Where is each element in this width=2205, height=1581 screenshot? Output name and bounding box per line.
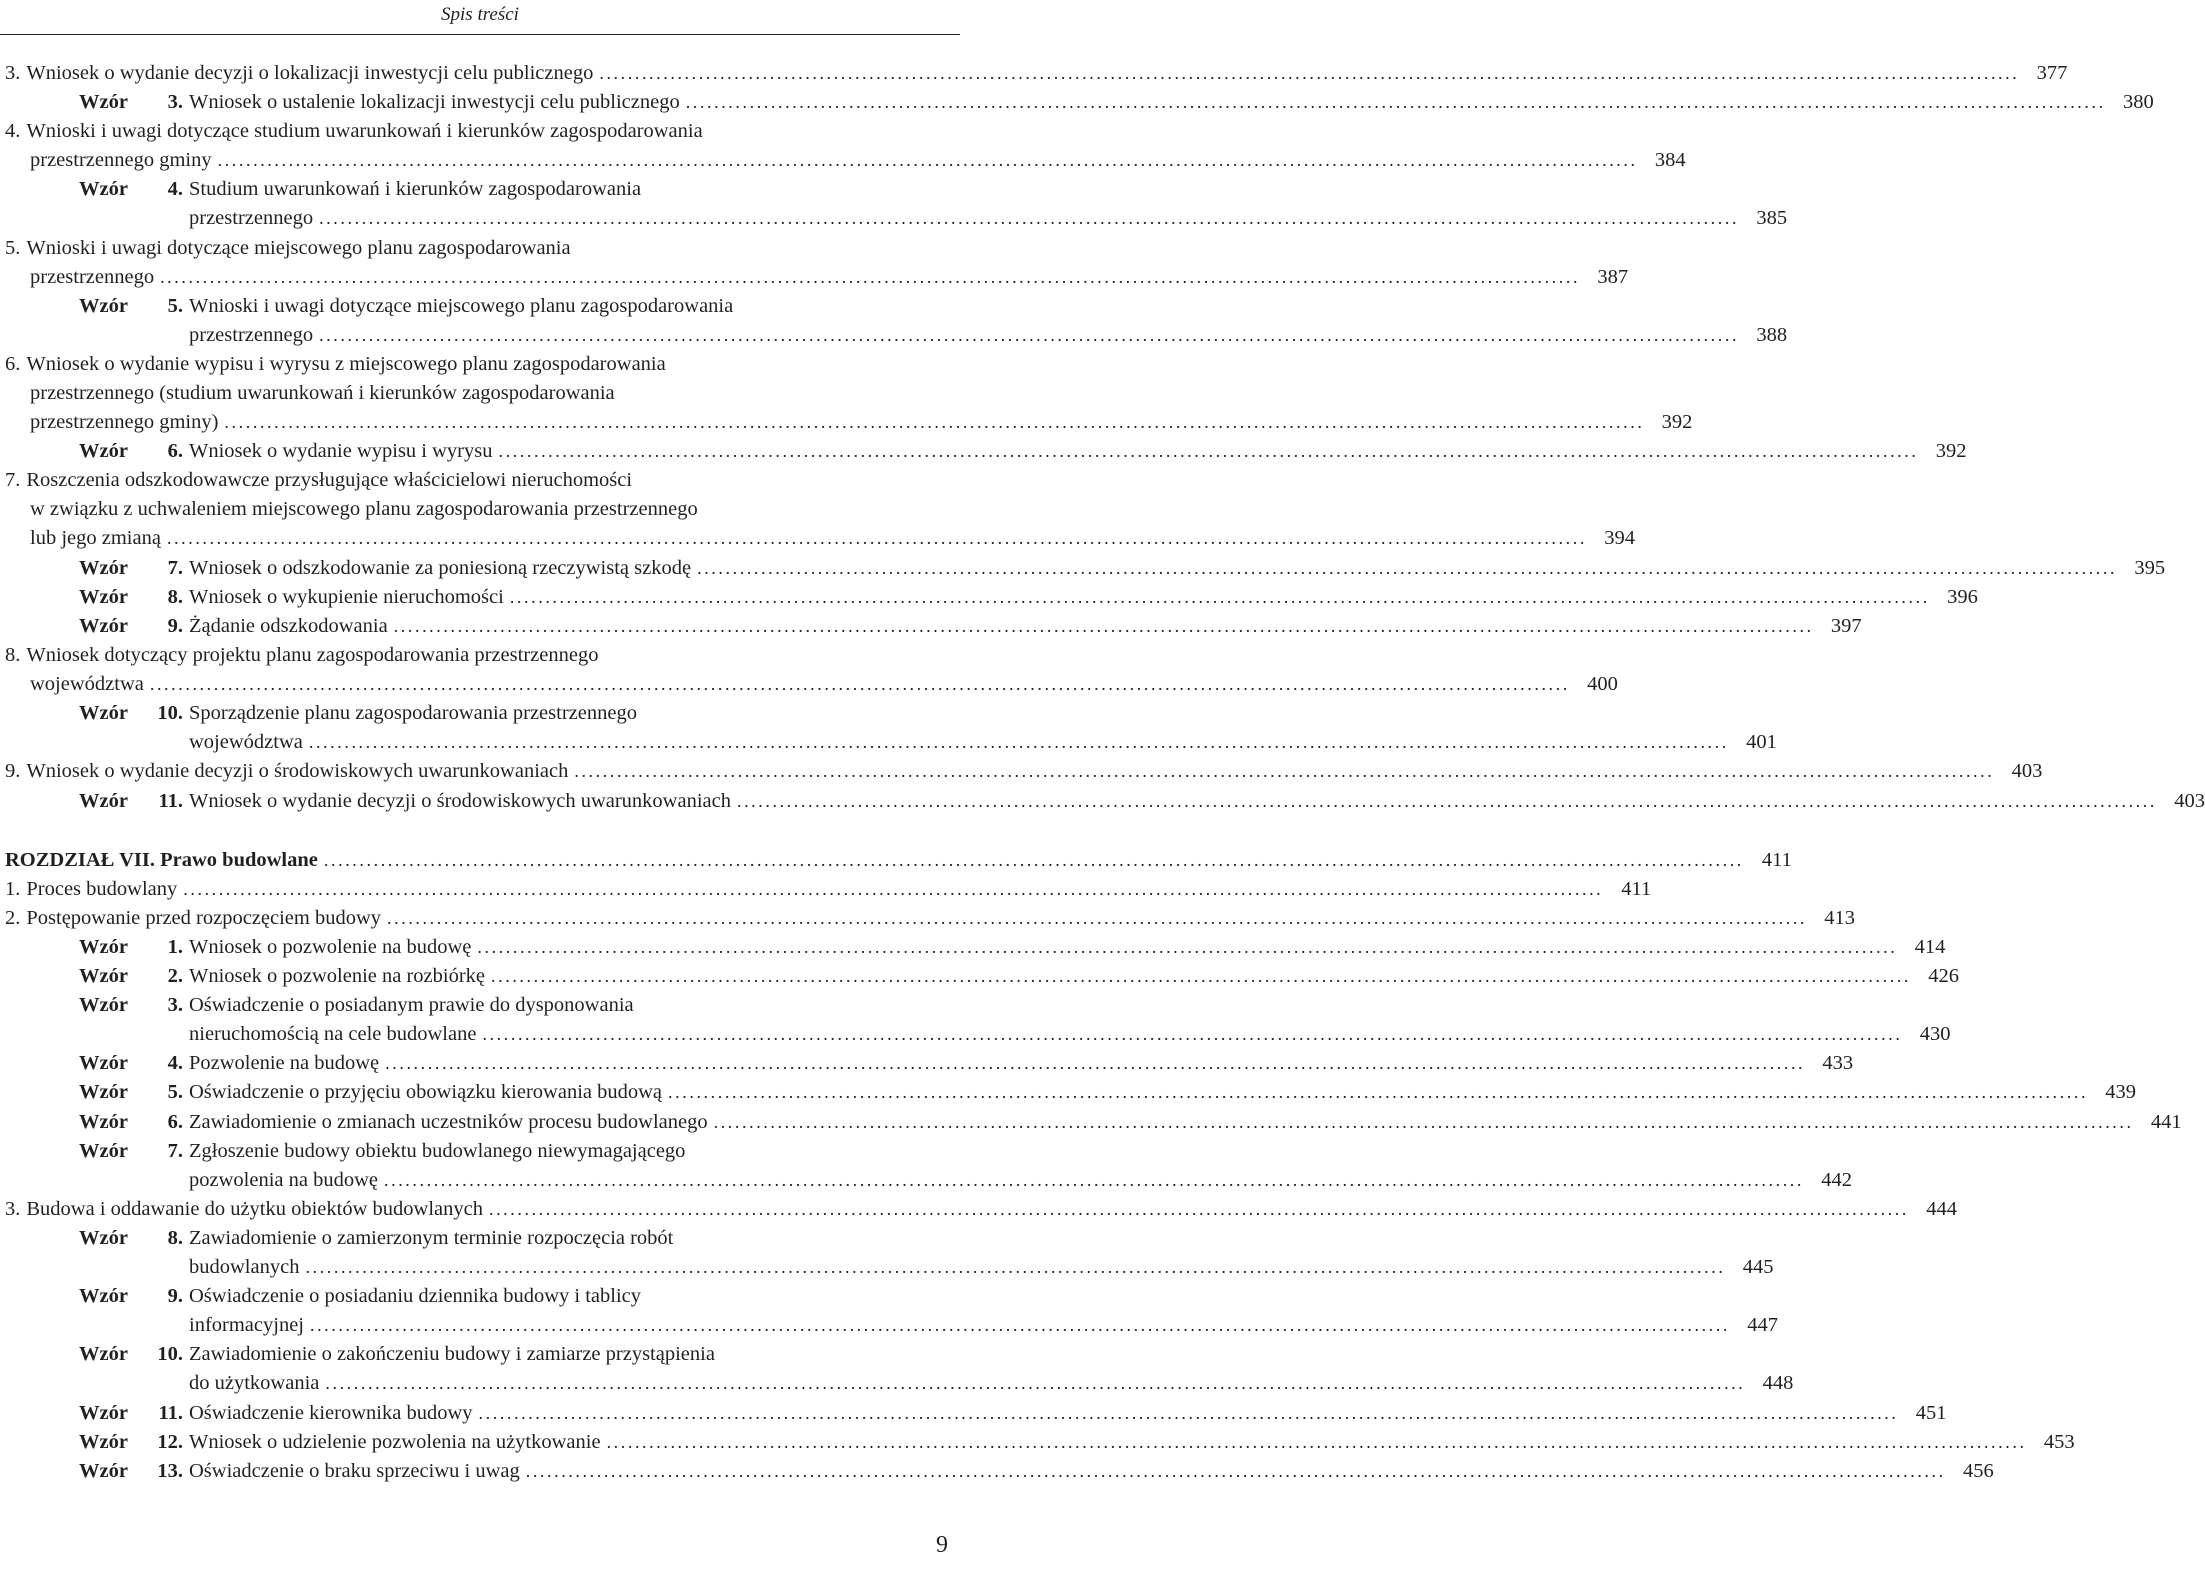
form-word: Wzór: [79, 614, 128, 637]
toc-page-number: 401: [1746, 731, 1777, 754]
dot-leader: ........................................................................................................................................................................................................: [384, 1169, 1804, 1190]
form-word: Wzór: [79, 1285, 128, 1308]
toc-line: [0, 1311, 1778, 1340]
form-number: 10.: [157, 1343, 183, 1366]
dot-leader: ........................................................................................................................................................................................................: [525, 1460, 1946, 1481]
toc-page-number: 394: [1604, 527, 1635, 550]
toc-line: [0, 1108, 2182, 1137]
toc-form-label: [79, 1399, 183, 1428]
toc-form-entry[interactable]: [0, 1224, 1774, 1282]
toc-page-number: 442: [1821, 1168, 1852, 1191]
form-word: Wzór: [79, 994, 128, 1017]
dot-leader: ........................................................................................................................................................................................................: [217, 150, 1638, 171]
toc-entry-title: lub jego zmianą: [30, 527, 161, 550]
toc-form-entry[interactable]: [0, 962, 1960, 991]
toc-line: [0, 1340, 960, 1369]
toc-line: [0, 1224, 960, 1253]
toc-line: [0, 437, 1967, 466]
toc-entry-title: Proces budowlany: [26, 877, 178, 900]
form-word: Wzór: [79, 556, 128, 579]
form-number: 7.: [167, 556, 183, 579]
toc-entry-title: Zawiadomienie o zakończeniu budowy i zamiarze przystąpienia: [189, 1343, 715, 1366]
header-rule: [0, 34, 960, 35]
dot-leader: ........................................................................................................................................................................................................: [149, 674, 1570, 694]
toc-line: [0, 846, 1792, 875]
toc-entry-title: Wniosek o ustalenie lokalizacji inwestycji celu publicznego: [189, 91, 680, 114]
toc-form-entry[interactable]: [0, 292, 1788, 350]
form-word: Wzór: [79, 1081, 128, 1104]
toc-entry-title: przestrzennego: [189, 207, 314, 230]
toc-section-entry[interactable]: [0, 350, 1693, 437]
toc-page-number: 433: [1822, 1052, 1854, 1075]
toc-form-entry[interactable]: [0, 787, 2205, 816]
toc-entry-title: Wniosek o pozwolenie na rozbiórkę: [189, 965, 486, 987]
toc-form-label: [79, 292, 183, 321]
toc-line: [0, 146, 1686, 175]
toc-line: [0, 699, 960, 728]
form-word: Wzór: [79, 965, 128, 987]
toc-line: [0, 321, 1788, 350]
toc-entry-title: Wniosek o wydanie wypisu i wyrysu: [189, 440, 493, 463]
toc-form-label: [79, 1049, 183, 1078]
dot-leader: ........................................................................................................................................................................................................: [488, 1198, 1909, 1219]
toc-entry-title: Oświadczenie kierownika budowy: [189, 1401, 473, 1424]
toc-entry-title: Wniosek o wydanie decyzji o lokalizacji inwestycji celu publicznego: [26, 62, 594, 84]
form-number: 10.: [157, 702, 183, 725]
toc-form-entry[interactable]: [0, 1108, 2182, 1137]
toc-form-label: [79, 962, 183, 991]
toc-page-number: 387: [1597, 265, 1629, 288]
toc-section-number: 4.: [5, 120, 21, 143]
toc-line: [0, 1428, 2075, 1457]
form-word: Wzór: [79, 178, 128, 201]
toc-line: [0, 263, 1629, 292]
toc-form-entry[interactable]: [0, 1282, 1778, 1340]
toc-entry-title: województwa: [189, 731, 303, 754]
form-number: 4.: [167, 1052, 183, 1075]
toc-entry-title: Wniosek o wydanie decyzji o środowiskowych uwarunkowaniach: [189, 789, 731, 812]
toc-form-label: [79, 1282, 183, 1311]
form-number: 6.: [167, 440, 183, 463]
dot-leader: ........................................................................................................................................................................................................: [166, 528, 1587, 549]
toc-page-number: 384: [1654, 149, 1686, 172]
toc-form-label: [79, 1078, 183, 1107]
dot-leader: ........................................................................................................................................................................................................: [685, 92, 2106, 113]
form-word: Wzór: [79, 702, 128, 725]
toc-form-entry[interactable]: [0, 1078, 2137, 1107]
toc-page-number: 411: [1761, 848, 1792, 871]
dot-leader: ........................................................................................................................................................................................................: [308, 732, 1729, 753]
toc-line: [0, 1137, 960, 1166]
toc-entry-title: informacyjnej: [189, 1314, 304, 1337]
toc-form-label: [79, 933, 183, 962]
toc-section-number: 3.: [5, 62, 21, 84]
toc-line: [0, 234, 960, 263]
form-number: 13.: [157, 1459, 183, 1482]
toc-entry-title: w związku z uchwaleniem miejscowego planu zagospodarowania przestrzennego: [30, 498, 698, 521]
toc-form-label: [79, 1224, 183, 1253]
toc-line: [0, 641, 960, 670]
toc-line: [0, 408, 1693, 437]
running-header: [0, 0, 960, 36]
toc-page-number: 403: [2174, 789, 2205, 812]
toc-line: [0, 962, 1960, 991]
toc-form-entry[interactable]: [0, 1457, 1994, 1486]
form-word: Wzór: [79, 1343, 128, 1366]
toc-page-number: 413: [1824, 906, 1856, 929]
toc-entry-title: Oświadczenie o braku sprzeciwu i uwag: [189, 1459, 520, 1482]
toc-line: [0, 1253, 1774, 1282]
toc-entry-title: Wniosek o wydanie wypisu i wyrysu z miejscowego planu zagospodarowania: [26, 353, 666, 375]
toc-entry-title: Studium uwarunkowań i kierunków zagospodarowania: [189, 178, 642, 201]
toc-form-entry[interactable]: [0, 1049, 1854, 1078]
toc-section-entry[interactable]: [0, 234, 1629, 292]
toc-entry-title: Pozwolenie na budowę: [189, 1052, 380, 1075]
toc-form-label: [79, 1457, 183, 1486]
form-word: Wzór: [79, 1110, 128, 1133]
form-number: 11.: [158, 1401, 183, 1424]
form-number: 7.: [167, 1139, 183, 1162]
toc-form-entry[interactable]: [0, 1428, 2075, 1457]
dot-leader: ........................................................................................................................................................................................................: [477, 936, 1898, 957]
form-word: Wzór: [79, 935, 128, 958]
toc-line: [0, 1166, 1852, 1195]
toc-form-label: [79, 991, 183, 1020]
toc-form-label: [79, 612, 183, 641]
dot-leader: ........................................................................................................................................................................................................: [482, 1024, 1903, 1045]
toc-form-entry[interactable]: [0, 612, 1862, 641]
toc-line: [0, 1049, 1854, 1078]
toc-entry-title: przestrzennego gminy: [30, 149, 212, 172]
form-word: Wzór: [79, 440, 128, 463]
toc-entry-title: ROZDZIAŁ VII. Prawo budowlane: [5, 848, 318, 871]
dot-leader: ........................................................................................................................................................................................................: [606, 1431, 2027, 1452]
form-number: 3.: [167, 91, 183, 114]
toc-section-number: 9.: [5, 760, 21, 783]
toc-entry-title: Zawiadomienie o zamierzonym terminie rozpoczęcia robót: [189, 1226, 674, 1249]
form-number: 12.: [157, 1430, 183, 1453]
toc-entry-title: Roszczenia odszkodowawcze przysługujące właścicielowi nieruchomości: [26, 469, 633, 492]
toc-line: [0, 991, 960, 1020]
form-number: 4.: [167, 178, 183, 201]
toc-line: [0, 292, 960, 321]
toc-page-number: 392: [1661, 411, 1693, 433]
toc-entry-title: Sporządzenie planu zagospodarowania przestrzennego: [189, 702, 637, 725]
dot-leader: ........................................................................................................................................................................................................: [574, 761, 1995, 782]
dot-leader: ........................................................................................................................................................................................................: [509, 586, 1930, 607]
toc-entry-title: Oświadczenie o posiadaniu dziennika budowy i tablicy: [189, 1285, 642, 1308]
toc-section-number: 1.: [5, 877, 21, 900]
form-word: Wzór: [79, 91, 128, 114]
toc-form-label: [79, 437, 183, 466]
toc-entry-title: Postępowanie przed rozpoczęciem budowy: [26, 906, 382, 929]
toc-section-number: 2.: [5, 906, 21, 929]
toc-page-number: 456: [1962, 1459, 1994, 1482]
toc-entry-title: Oświadczenie o przyjęciu obowiązku kierowania budową: [189, 1081, 663, 1104]
dot-leader: ........................................................................................................................................................................................................: [183, 878, 1604, 899]
form-number: 9.: [167, 1285, 183, 1308]
toc-entry-title: Wnioski i uwagi dotyczące studium uwarunkowań i kierunków zagospodarowania: [26, 120, 703, 143]
toc-entry-title: województwa: [30, 673, 144, 695]
dot-leader: ........................................................................................................................................................................................................: [491, 966, 1912, 986]
toc-entry-title: Wniosek dotyczący projektu planu zagospodarowania przestrzennego: [26, 644, 599, 666]
dot-leader: ........................................................................................................................................................................................................: [309, 1315, 1730, 1336]
form-word: Wzór: [79, 1459, 128, 1482]
toc-line: [0, 175, 960, 204]
toc-form-entry[interactable]: [0, 554, 2166, 583]
toc-form-entry[interactable]: [0, 1137, 1852, 1195]
form-number: 6.: [167, 1110, 183, 1133]
toc-page-number: 397: [1830, 614, 1862, 637]
toc-page-number: 453: [2043, 1430, 2075, 1453]
toc-form-entry[interactable]: [0, 1399, 1947, 1428]
toc-page-number: 445: [1742, 1255, 1774, 1278]
toc-form-entry[interactable]: [0, 1340, 1794, 1398]
toc-entry-title: budowlanych: [189, 1255, 300, 1278]
toc-chapter[interactable]: [0, 846, 1792, 875]
dot-leader: ........................................................................................................................................................................................................: [323, 849, 1744, 870]
toc-page-number: 396: [1947, 585, 1978, 608]
toc-entry-title: Wniosek o pozwolenie na budowę: [189, 935, 472, 958]
toc-line: [0, 117, 960, 146]
form-word: Wzór: [79, 585, 128, 608]
form-number: 8.: [167, 585, 183, 608]
form-number: 11.: [158, 789, 183, 812]
dot-leader: ........................................................................................................................................................................................................: [224, 412, 1645, 432]
toc-form-entry[interactable]: [0, 437, 1967, 466]
toc-entry-title: Budowa i oddawanie do użytku obiektów budowlanych: [26, 1197, 483, 1220]
toc-page-number: 441: [2150, 1110, 2182, 1133]
toc-section-entry[interactable]: [0, 757, 2043, 786]
toc-section-number: 8.: [5, 644, 21, 666]
toc-line: [0, 1399, 1947, 1428]
toc-page-number: 380: [2122, 91, 2154, 114]
toc-section-entry[interactable]: [0, 875, 1652, 904]
dot-leader: ........................................................................................................................................................................................................: [478, 1402, 1899, 1423]
dot-leader: ........................................................................................................................................................................................................: [319, 324, 1740, 345]
toc-form-label: [79, 1428, 183, 1457]
toc-page-number: 439: [2105, 1081, 2137, 1104]
toc-form-label: [79, 88, 183, 117]
toc-form-label: [79, 583, 183, 612]
toc-line: [0, 59, 2068, 88]
form-word: Wzór: [79, 1139, 128, 1162]
form-number: 9.: [167, 614, 183, 637]
toc-line: [0, 88, 2154, 117]
form-word: Wzór: [79, 1052, 128, 1075]
toc-page-number: 447: [1747, 1314, 1778, 1337]
toc-line: [0, 1369, 1794, 1398]
toc-entry-title: do użytkowania: [189, 1372, 320, 1395]
toc-page-number: 411: [1621, 877, 1652, 900]
dot-leader: ........................................................................................................................................................................................................: [668, 1082, 2089, 1103]
toc-form-entry[interactable]: [0, 933, 1946, 962]
toc-section-number: 5.: [5, 236, 21, 259]
page-number: 9: [936, 1532, 948, 1558]
toc-entry-title: Zawiadomienie o zmianach uczestników procesu budowlanego: [189, 1110, 708, 1133]
dot-leader: ........................................................................................................................................................................................................: [393, 615, 1814, 636]
dot-leader: ........................................................................................................................................................................................................: [498, 441, 1919, 462]
toc-page-number: 400: [1587, 673, 1618, 695]
toc-line: [0, 524, 1635, 553]
toc-form-entry[interactable]: [0, 583, 1978, 612]
toc-line: [0, 583, 1978, 612]
toc-entry-title: przestrzennego: [30, 265, 155, 288]
toc-line: [0, 1020, 1951, 1049]
toc-entry-title: przestrzennego (studium uwarunkowań i kierunków zagospodarowania: [30, 382, 615, 404]
toc-entry-title: przestrzennego gminy): [30, 411, 219, 433]
dot-leader: ........................................................................................................................................................................................................: [325, 1373, 1746, 1394]
toc-line: [0, 612, 1862, 641]
toc-entry-title: pozwolenia na budowę: [189, 1168, 378, 1191]
toc-page-number: 395: [2134, 556, 2166, 579]
toc-section-number: 7.: [5, 469, 21, 492]
toc-line: [0, 904, 1856, 933]
toc-section-entry[interactable]: [0, 904, 1856, 933]
form-number: 5.: [167, 294, 183, 317]
dot-leader: ........................................................................................................................................................................................................: [160, 266, 1581, 287]
toc-section-entry[interactable]: [0, 466, 1635, 553]
toc-line: [0, 466, 960, 495]
toc-form-entry[interactable]: [0, 175, 1788, 233]
toc-section-entry[interactable]: [0, 1195, 1957, 1224]
toc-line: [0, 204, 1788, 233]
toc-entry-title: Wniosek o odszkodowanie za poniesioną rzeczywistą szkodę: [189, 556, 692, 579]
toc-section-number: 6.: [5, 353, 21, 375]
toc-entry-title: Oświadczenie o posiadanym prawie do dysponowania: [189, 994, 634, 1017]
toc-entry-title: Zgłoszenie budowy obiektu budowlanego niewymagającego: [189, 1139, 686, 1162]
toc-form-entry[interactable]: [0, 991, 1951, 1049]
toc-line: [0, 787, 2205, 816]
running-header-title: Spis treści: [441, 4, 519, 25]
dot-leader: ........................................................................................................................................................................................................: [387, 907, 1808, 928]
toc-line: [0, 757, 2043, 786]
dot-leader: ........................................................................................................................................................................................................: [385, 1053, 1806, 1074]
toc-entry-title: Żądanie odszkodowania: [189, 614, 388, 637]
toc-page-number: 451: [1915, 1401, 1947, 1424]
toc-line: [0, 495, 960, 524]
toc-page-number: 430: [1919, 1023, 1951, 1046]
toc-section-number: 3.: [5, 1197, 21, 1220]
form-word: Wzór: [79, 789, 128, 812]
toc-page-number: 403: [2011, 760, 2043, 783]
form-word: Wzór: [79, 1430, 128, 1453]
toc-section-entry[interactable]: [0, 59, 2068, 88]
toc-section-entry[interactable]: [0, 641, 1618, 699]
toc-page-number: 392: [1935, 440, 1967, 463]
form-word: Wzór: [79, 294, 128, 317]
dot-leader: ........................................................................................................................................................................................................: [736, 790, 2157, 811]
toc-line: [0, 554, 2166, 583]
toc-line: [0, 933, 1946, 962]
dot-leader: ........................................................................................................................................................................................................: [713, 1111, 2134, 1132]
toc-page-number: 388: [1756, 323, 1788, 346]
toc-line: [0, 670, 1618, 699]
form-number: 8.: [167, 1226, 183, 1249]
toc-form-label: [79, 1137, 183, 1166]
toc-entry-title: Wnioski i uwagi dotyczące miejscowego planu zagospodarowania: [26, 236, 571, 259]
toc-entry-title: Wniosek o wykupienie nieruchomości: [189, 585, 504, 608]
form-number: 2.: [167, 965, 183, 987]
dot-leader: ........................................................................................................................................................................................................: [305, 1256, 1726, 1277]
toc-line: [0, 350, 960, 379]
form-number: 5.: [167, 1081, 183, 1104]
toc-form-entry[interactable]: [0, 88, 2154, 117]
toc-entry-title: Wnioski i uwagi dotyczące miejscowego planu zagospodarowania: [189, 294, 734, 317]
toc-entry-title: Wniosek o udzielenie pozwolenia na użytkowanie: [189, 1430, 601, 1453]
toc-form-label: [79, 175, 183, 204]
toc-line: [0, 379, 960, 408]
toc-page-number: 414: [1914, 935, 1946, 958]
toc-form-entry[interactable]: [0, 699, 1777, 757]
toc-form-label: [79, 554, 183, 583]
toc-line: [0, 875, 1652, 904]
toc-section-entry[interactable]: [0, 117, 1686, 175]
toc-form-label: [79, 1108, 183, 1137]
toc-form-label: [79, 1340, 183, 1369]
form-number: 1.: [167, 935, 183, 958]
toc-line: [0, 1282, 960, 1311]
dot-leader: ........................................................................................................................................................................................................: [697, 557, 2118, 578]
toc-page-number: 444: [1926, 1197, 1957, 1220]
toc-line: [0, 1195, 1957, 1224]
toc-entry-title: przestrzennego: [189, 323, 314, 346]
form-word: Wzór: [79, 1226, 128, 1249]
toc-page-number: 426: [1928, 965, 1960, 987]
toc-line: [0, 728, 1777, 757]
toc-form-label: [79, 787, 183, 816]
toc-line: [0, 1078, 2137, 1107]
dot-leader: ........................................................................................................................................................................................................: [599, 63, 2020, 83]
dot-leader: ........................................................................................................................................................................................................: [319, 208, 1740, 229]
toc-page-number: 385: [1756, 207, 1788, 230]
toc-line: [0, 1457, 1994, 1486]
toc-page-number: 448: [1762, 1372, 1794, 1395]
toc-page-number: 377: [2036, 62, 2068, 84]
toc-entry-title: Wniosek o wydanie decyzji o środowiskowych uwarunkowaniach: [26, 760, 569, 783]
form-number: 3.: [167, 994, 183, 1017]
form-word: Wzór: [79, 1401, 128, 1424]
toc-entry-title: nieruchomością na cele budowlane: [189, 1023, 477, 1046]
toc-form-label: [79, 699, 183, 728]
